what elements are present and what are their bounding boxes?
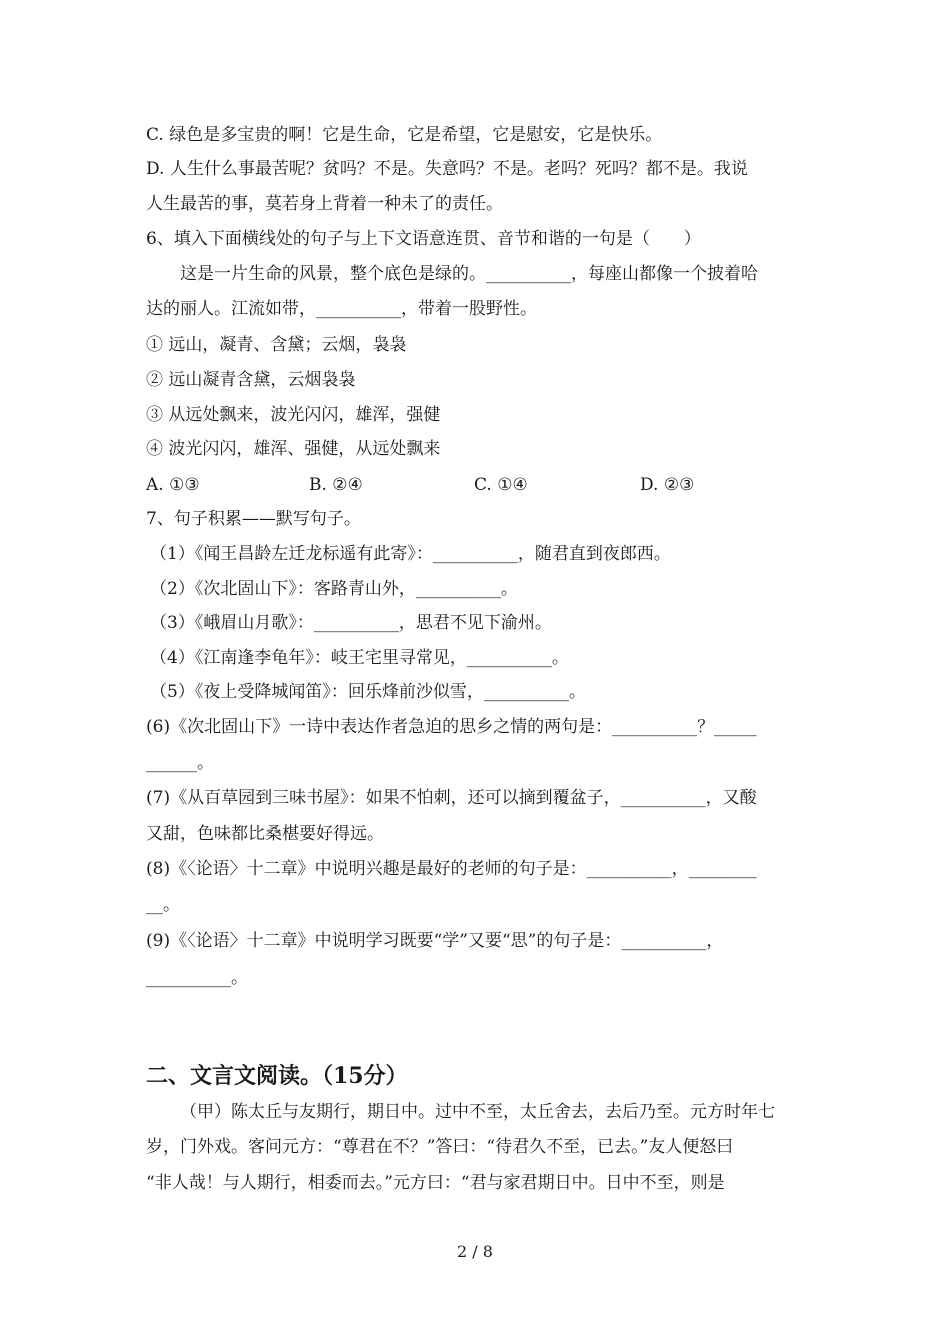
option-d-text: D. 人生什么事最苦呢？贫吗？不是。失意吗？不是。老吗？死吗？都不是。我说 [146,159,748,179]
choice-c: C. ①④ [474,475,528,495]
q6-passage-line-1: 这是一片生命的风景，整个底色是绿的。__________，每座山都像一个披着哈 [180,264,758,284]
section-heading: 二、文言文阅读。（15分） [146,1063,408,1089]
page-number: 2 / 8 [457,1242,493,1261]
q7-item-7-cont: 又甜，色味都比桑椹要好得远。 [146,824,384,844]
choice-b: B. ②④ [309,475,363,495]
q6-passage-line-2: 达的丽人。江流如带，__________，带着一股野性。 [146,299,537,319]
q7-item-8: (8)《〈论语〉十二章》中说明兴趣是最好的老师的句子是：__________，________ [146,859,757,879]
question-6: 6、填入下面横线处的句子与上下文语意连贯、音节和谐的一句是（ ） [146,229,701,249]
q7-item-3: （3）《峨眉山月歌》：__________，思君不见下渝州。 [150,613,552,633]
reading-passage-line-2: 岁，门外戏。客问元方：“尊君在不？”答曰：“待君久不至，已去。”友人便怒曰 [146,1137,734,1157]
q7-item-8-cont: __。 [146,895,180,915]
option-d-text-cont: 人生最苦的事，莫若身上背着一种未了的责任。 [146,194,503,214]
reading-passage-line-3: “非人哉！与人期行，相委而去。”元方曰：“君与家君期日中。日中不至，则是 [146,1173,725,1193]
q7-item-7: (7)《从百草园到三味书屋》：如果不怕刺，还可以摘到覆盆子，__________，又酸 [146,788,757,808]
q7-item-2: （2）《次北固山下》：客路青山外，__________。 [150,579,518,599]
q7-item-9-cont: __________。 [146,968,248,988]
question-7: 7、句子积累——默写句子。 [146,509,361,529]
q7-item-4: （4）《江南逢李龟年》：岐王宅里寻常见，__________。 [150,648,569,668]
reading-passage-line-1: （甲）陈太丘与友期行，期日中。过中不至，太丘舍去，去后乃至。元方时年七 [180,1102,775,1122]
choice-a: A. ①③ [146,475,200,495]
q7-item-1: （1）《闻王昌龄左迁龙标遥有此寄》：__________，随君直到夜郎西。 [150,544,671,564]
option-c-text: C. 绿色是多宝贵的啊！它是生命，它是希望，它是慰安，它是快乐。 [146,125,663,145]
q7-item-5: （5）《夜上受降城闻笛》：回乐烽前沙似雪，__________。 [150,682,586,702]
q7-item-9: (9)《〈论语〉十二章》中说明学习既要“学”又要“思”的句子是：__________， [146,931,724,951]
choice-d: D. ②③ [640,475,695,495]
q6-option-3: ③ 从远处飘来，波光闪闪，雄浑，强健 [146,405,441,425]
q7-item-6: (6)《次北固山下》一诗中表达作者急迫的思乡之情的两句是：__________？_____ [146,717,757,737]
q6-option-1: ① 远山，凝青、含黛；云烟，袅袅 [146,335,407,355]
q7-item-6-cont: ______。 [146,753,214,773]
q6-answer-choices [146,474,810,496]
q6-option-2: ② 远山凝青含黛，云烟袅袅 [146,370,356,390]
q6-option-4: ④ 波光闪闪，雄浑、强健，从远处飘来 [146,439,441,459]
